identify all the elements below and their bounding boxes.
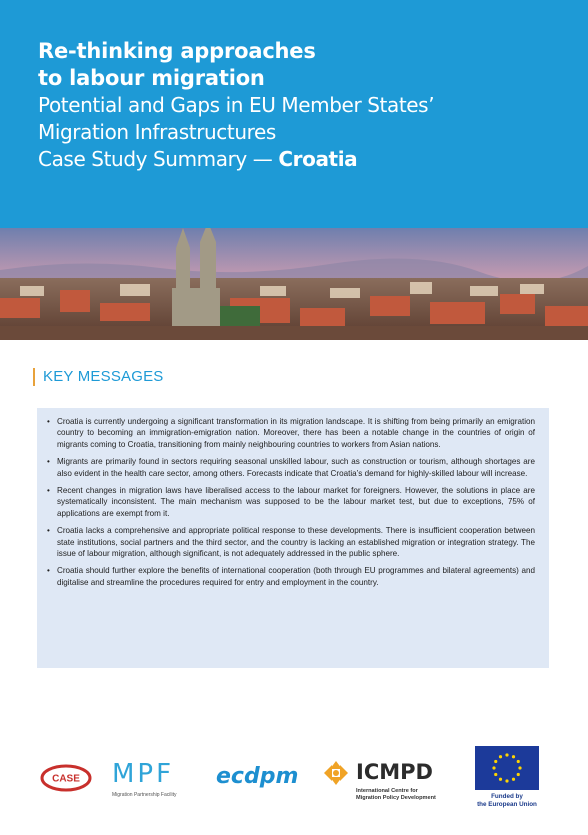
icmpd-subtitle-line-2: Migration Policy Development xyxy=(356,795,436,801)
mpf-logo xyxy=(112,760,176,798)
icmpd-name: ICMPD xyxy=(356,760,433,784)
eu-flag-icon xyxy=(475,746,539,790)
list-item xyxy=(47,525,535,559)
eu-star-icon xyxy=(512,778,515,781)
list-item xyxy=(47,485,535,519)
message-text: Croatia should further explore the benefits of international cooperation (both through EU programmes and bilateral agreements) and digitalise and streamline the procedures required for entry and employment in the country. xyxy=(57,566,535,587)
subtitle-line-3 xyxy=(38,146,434,173)
case-logo xyxy=(40,764,92,792)
key-messages-list xyxy=(47,416,535,588)
eu-star-icon xyxy=(517,760,520,763)
mpf-mark: MPF xyxy=(112,759,175,789)
bullet: • xyxy=(47,417,50,426)
bullet: • xyxy=(47,526,50,536)
icmpd-emblem-icon xyxy=(320,760,352,786)
eu-star-icon xyxy=(494,773,497,776)
eu-star-icon xyxy=(494,760,497,763)
eu-star-icon xyxy=(517,773,520,776)
icmpd-logo xyxy=(320,760,470,801)
subtitle-line-2: Migration Infrastructures xyxy=(38,120,276,144)
icmpd-subtitle-line-1: International Centre for xyxy=(356,788,418,794)
list-item xyxy=(47,456,535,479)
mpf-subtitle: Migration Partnership Facility xyxy=(112,792,177,798)
title-line-2: to labour migration xyxy=(38,66,265,90)
eu-star-icon xyxy=(512,755,515,758)
bullet: • xyxy=(47,566,50,576)
eu-funded-text xyxy=(472,793,542,808)
case-logo-text: CASE xyxy=(52,773,80,785)
partner-logos xyxy=(0,740,588,835)
icmpd-subtitle xyxy=(356,788,471,802)
subtitle-prefix: Case Study Summary — xyxy=(38,147,279,171)
title-block xyxy=(38,38,434,173)
country-name: Croatia xyxy=(278,147,358,171)
eu-star-icon xyxy=(505,753,508,756)
eu-star-icon xyxy=(499,778,502,781)
key-messages-heading: KEY MESSAGES xyxy=(33,368,164,386)
ecdpm-logo: ecdpm xyxy=(216,764,299,789)
bullet: • xyxy=(47,457,50,467)
subtitle-line-1: Potential and Gaps in EU Member States’ xyxy=(38,93,435,117)
title-line-1: Re-thinking approaches xyxy=(38,39,316,63)
header-banner xyxy=(0,0,588,228)
list-item xyxy=(47,565,535,588)
zagreb-cityscape-photo xyxy=(0,228,588,340)
eu-star-icon xyxy=(492,766,495,769)
message-text: Migrants are primarily found in sectors requiring seasonal unskilled labour, such as construction or tourism, although shortages are also evident in the health care sector, among others. Forecasts indicate that Croatia’s demand for highly-skilled labour will increase. xyxy=(57,457,535,478)
eu-star-icon xyxy=(518,766,521,769)
message-text: Recent changes in migration laws have liberalised access to the labour market for foreigners. However, the solutions in place are systematically inconsistent. The main mechanism was supposed to be the labour market test, but due to exceptions, 75% of applications are exempt from it. xyxy=(57,486,535,518)
key-messages-box xyxy=(37,408,549,668)
eu-star-icon xyxy=(505,779,508,782)
message-text: Croatia is currently undergoing a significant transformation in its migration landscape. It is shifting from being primarily an emigration country to becoming an immigration-emigration nation. Moreover, there has been a notable change in the countries of origin of migrants coming to Croatia, transitioning from mainly neighbouring countries to workers from Asian nations. xyxy=(57,417,535,449)
bullet: • xyxy=(47,486,50,496)
eu-funded-line-1: Funded by xyxy=(491,793,523,800)
eu-logo xyxy=(472,746,542,808)
eu-star-icon xyxy=(499,755,502,758)
message-text: Croatia lacks a comprehensive and appropriate political response to these developments. There is insufficient cooperation between state institutions, social partners and the third sector, and the country is lacking an established migration or integration strategy. The issue of labour migration, although significant, is not adequately addressed in the public sphere. xyxy=(57,526,535,559)
list-item xyxy=(47,416,535,450)
eu-funded-line-2: the European Union xyxy=(477,800,537,808)
